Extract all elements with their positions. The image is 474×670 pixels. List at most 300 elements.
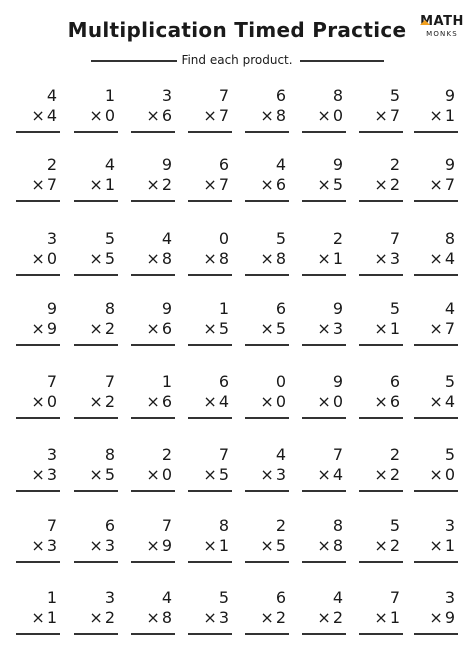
multiplier: 4: [46, 106, 57, 125]
multiplier: 2: [332, 608, 343, 627]
answer-line: [414, 490, 458, 492]
problem: [74, 155, 118, 202]
multiplicand: 2: [389, 155, 400, 174]
problem: [414, 229, 458, 276]
multiplicand: 9: [444, 86, 455, 105]
multiplier: 9: [46, 319, 57, 338]
answer-line: [414, 633, 458, 635]
times-sign: ×: [31, 392, 45, 411]
multiplicand: 7: [46, 372, 57, 391]
answer-line: [74, 490, 118, 492]
multiplicand: 1: [46, 588, 57, 607]
multiplier-row: [188, 465, 232, 485]
multiplier-row: [74, 608, 118, 628]
multiplier: 2: [104, 608, 115, 627]
problem: [74, 372, 118, 419]
times-sign: ×: [31, 465, 45, 484]
multiplicand: 3: [444, 516, 455, 535]
multiplicand: 4: [161, 588, 172, 607]
problem: [16, 516, 60, 563]
multiplier-row: [245, 106, 289, 126]
multiplier-row: [414, 392, 458, 412]
answer-line: [359, 633, 403, 635]
multiplier: 2: [389, 175, 400, 194]
multiplier: 1: [389, 319, 400, 338]
times-sign: ×: [203, 319, 217, 338]
answer-line: [131, 633, 175, 635]
times-sign: ×: [146, 392, 160, 411]
multiplicand: 3: [46, 445, 57, 464]
problem: [188, 516, 232, 563]
problem: [16, 299, 60, 346]
answer-line: [74, 200, 118, 202]
times-sign: ×: [31, 608, 45, 627]
problem: [245, 86, 289, 133]
multiplicand: 1: [218, 299, 229, 318]
multiplier: 2: [104, 392, 115, 411]
multiplier: 5: [104, 465, 115, 484]
multiplier-row: [131, 608, 175, 628]
multiplier: 0: [104, 106, 115, 125]
problem: [302, 588, 346, 635]
times-sign: ×: [317, 106, 331, 125]
answer-line: [74, 417, 118, 419]
multiplicand: 8: [332, 516, 343, 535]
multiplier: 1: [332, 249, 343, 268]
answer-line: [74, 274, 118, 276]
problem: [245, 588, 289, 635]
multiplier: 7: [389, 106, 400, 125]
times-sign: ×: [374, 608, 388, 627]
multiplier-row: [302, 536, 346, 556]
problem: [245, 299, 289, 346]
multiplier: 2: [389, 536, 400, 555]
multiplier: 8: [161, 249, 172, 268]
answer-line: [414, 200, 458, 202]
multiplier: 2: [275, 608, 286, 627]
times-sign: ×: [260, 106, 274, 125]
multiplicand: 7: [332, 445, 343, 464]
answer-line: [359, 417, 403, 419]
multiplicand: 4: [444, 299, 455, 318]
answer-line: [131, 274, 175, 276]
answer-line: [16, 490, 60, 492]
multiplier-row: [414, 319, 458, 339]
answer-line: [359, 200, 403, 202]
problem: [74, 299, 118, 346]
answer-line: [359, 344, 403, 346]
multiplicand: 7: [218, 86, 229, 105]
times-sign: ×: [429, 175, 443, 194]
times-sign: ×: [260, 608, 274, 627]
multiplier-row: [188, 608, 232, 628]
times-sign: ×: [146, 175, 160, 194]
multiplier-row: [16, 608, 60, 628]
multiplier-row: [414, 465, 458, 485]
answer-line: [131, 131, 175, 133]
problem: [131, 516, 175, 563]
answer-line: [16, 344, 60, 346]
multiplier-row: [359, 319, 403, 339]
multiplier-row: [359, 536, 403, 556]
answer-line: [16, 200, 60, 202]
answer-line: [131, 561, 175, 563]
answer-line: [414, 417, 458, 419]
times-sign: ×: [31, 536, 45, 555]
answer-line: [302, 633, 346, 635]
multiplier-row: [414, 249, 458, 269]
multiplier-row: [131, 392, 175, 412]
multiplier-row: [74, 106, 118, 126]
answer-line: [188, 274, 232, 276]
multiplier: 3: [218, 608, 229, 627]
multiplier: 7: [218, 106, 229, 125]
multiplicand: 5: [104, 229, 115, 248]
answer-line: [245, 200, 289, 202]
problem: [16, 229, 60, 276]
times-sign: ×: [146, 536, 160, 555]
answer-line: [16, 274, 60, 276]
multiplier-row: [131, 106, 175, 126]
multiplicand: 0: [275, 372, 286, 391]
multiplier-row: [245, 392, 289, 412]
problem: [359, 299, 403, 346]
problem: [188, 588, 232, 635]
multiplier-row: [131, 536, 175, 556]
problem: [188, 299, 232, 346]
times-sign: ×: [374, 319, 388, 338]
times-sign: ×: [31, 249, 45, 268]
answer-line: [16, 561, 60, 563]
times-sign: ×: [89, 392, 103, 411]
times-sign: ×: [260, 465, 274, 484]
answer-line: [245, 417, 289, 419]
multiplier-row: [74, 465, 118, 485]
times-sign: ×: [429, 249, 443, 268]
multiplicand: 9: [444, 155, 455, 174]
multiplier-row: [245, 608, 289, 628]
multiplier: 0: [332, 106, 343, 125]
answer-line: [16, 417, 60, 419]
multiplier: 0: [46, 249, 57, 268]
multiplier: 5: [275, 536, 286, 555]
times-sign: ×: [260, 319, 274, 338]
answer-line: [414, 131, 458, 133]
problem: [414, 588, 458, 635]
problem: [359, 516, 403, 563]
multiplier: 6: [161, 392, 172, 411]
instructions: Find each product.: [181, 53, 293, 67]
problem: [359, 155, 403, 202]
problem: [302, 86, 346, 133]
answer-line: [302, 131, 346, 133]
multiplier-row: [245, 319, 289, 339]
problem: [245, 229, 289, 276]
multiplicand: 4: [46, 86, 57, 105]
answer-line: [131, 200, 175, 202]
multiplier: 3: [46, 465, 57, 484]
multiplicand: 1: [104, 86, 115, 105]
answer-line: [188, 344, 232, 346]
answer-line: [245, 274, 289, 276]
multiplicand: 9: [46, 299, 57, 318]
problem: [302, 155, 346, 202]
multiplicand: 7: [104, 372, 115, 391]
times-sign: ×: [31, 319, 45, 338]
times-sign: ×: [146, 249, 160, 268]
page-title: Multiplication Timed Practice: [67, 18, 407, 42]
answer-line: [74, 131, 118, 133]
subtitle-row: [0, 52, 474, 68]
times-sign: ×: [429, 608, 443, 627]
multiplicand: 7: [46, 516, 57, 535]
problem: [245, 372, 289, 419]
times-sign: ×: [260, 392, 274, 411]
times-sign: ×: [429, 536, 443, 555]
multiplicand: 0: [218, 229, 229, 248]
multiplicand: 5: [389, 516, 400, 535]
problem: [302, 516, 346, 563]
multiplier: 2: [104, 319, 115, 338]
multiplier-row: [131, 465, 175, 485]
multiplicand: 4: [275, 445, 286, 464]
times-sign: ×: [317, 608, 331, 627]
multiplier: 0: [46, 392, 57, 411]
times-sign: ×: [429, 392, 443, 411]
multiplier-row: [188, 249, 232, 269]
multiplier-row: [131, 319, 175, 339]
answer-line: [188, 417, 232, 419]
multiplier: 0: [275, 392, 286, 411]
multiplier-row: [74, 319, 118, 339]
multiplicand: 3: [46, 229, 57, 248]
answer-line: [359, 274, 403, 276]
multiplier-row: [302, 319, 346, 339]
multiplicand: 6: [104, 516, 115, 535]
problem: [74, 86, 118, 133]
multiplier: 0: [161, 465, 172, 484]
times-sign: ×: [89, 175, 103, 194]
divider-right: [300, 60, 384, 62]
times-sign: ×: [203, 465, 217, 484]
multiplier: 7: [218, 175, 229, 194]
times-sign: ×: [89, 608, 103, 627]
multiplier-row: [131, 175, 175, 195]
multiplier: 8: [161, 608, 172, 627]
multiplier-row: [245, 175, 289, 195]
times-sign: ×: [374, 465, 388, 484]
multiplier-row: [359, 249, 403, 269]
problem: [16, 588, 60, 635]
times-sign: ×: [203, 249, 217, 268]
multiplier-row: [302, 249, 346, 269]
multiplier-row: [359, 106, 403, 126]
answer-line: [188, 561, 232, 563]
problem: [302, 372, 346, 419]
multiplier: 1: [46, 608, 57, 627]
multiplier: 0: [444, 465, 455, 484]
multiplier-row: [359, 175, 403, 195]
multiplicand: 6: [389, 372, 400, 391]
times-sign: ×: [374, 249, 388, 268]
multiplier-row: [414, 106, 458, 126]
answer-line: [302, 200, 346, 202]
problem: [359, 229, 403, 276]
multiplier: 3: [104, 536, 115, 555]
times-sign: ×: [260, 536, 274, 555]
multiplier: 5: [104, 249, 115, 268]
problem: [414, 299, 458, 346]
problem: [131, 299, 175, 346]
multiplier-row: [74, 175, 118, 195]
times-sign: ×: [146, 106, 160, 125]
multiplier: 7: [444, 175, 455, 194]
multiplier: 4: [444, 249, 455, 268]
multiplier-row: [16, 106, 60, 126]
problem: [74, 516, 118, 563]
multiplicand: 7: [218, 445, 229, 464]
multiplier-row: [16, 392, 60, 412]
answer-line: [245, 344, 289, 346]
times-sign: ×: [89, 465, 103, 484]
answer-line: [131, 344, 175, 346]
multiplicand: 3: [444, 588, 455, 607]
problem: [302, 229, 346, 276]
multiplier: 8: [275, 249, 286, 268]
times-sign: ×: [203, 175, 217, 194]
problem: [414, 372, 458, 419]
answer-line: [302, 274, 346, 276]
multiplicand: 7: [389, 229, 400, 248]
times-sign: ×: [89, 106, 103, 125]
problem: [359, 86, 403, 133]
times-sign: ×: [429, 319, 443, 338]
multiplier-row: [16, 319, 60, 339]
problem: [188, 155, 232, 202]
multiplier-row: [302, 608, 346, 628]
multiplicand: 3: [104, 588, 115, 607]
problem: [188, 229, 232, 276]
times-sign: ×: [31, 175, 45, 194]
multiplier-row: [16, 465, 60, 485]
multiplier: 6: [161, 319, 172, 338]
multiplicand: 6: [275, 86, 286, 105]
problem: [16, 372, 60, 419]
multiplicand: 3: [161, 86, 172, 105]
multiplier-row: [359, 608, 403, 628]
multiplier-row: [302, 465, 346, 485]
multiplier: 2: [389, 465, 400, 484]
multiplier-row: [131, 249, 175, 269]
multiplier-row: [188, 536, 232, 556]
multiplicand: 4: [104, 155, 115, 174]
multiplier: 5: [218, 465, 229, 484]
answer-line: [302, 490, 346, 492]
times-sign: ×: [146, 319, 160, 338]
multiplier: 9: [444, 608, 455, 627]
multiplicand: 5: [218, 588, 229, 607]
multiplicand: 7: [161, 516, 172, 535]
logo: [417, 14, 467, 38]
problem: [414, 516, 458, 563]
answer-line: [16, 633, 60, 635]
multiplier-row: [188, 175, 232, 195]
answer-line: [414, 344, 458, 346]
answer-line: [359, 561, 403, 563]
problem: [16, 86, 60, 133]
multiplier-row: [74, 249, 118, 269]
multiplicand: 6: [275, 588, 286, 607]
multiplier-row: [16, 249, 60, 269]
multiplicand: 4: [332, 588, 343, 607]
multiplicand: 2: [46, 155, 57, 174]
answer-line: [359, 131, 403, 133]
multiplicand: 5: [389, 299, 400, 318]
problem: [131, 155, 175, 202]
problem: [245, 155, 289, 202]
answer-line: [131, 490, 175, 492]
times-sign: ×: [31, 106, 45, 125]
multiplier-row: [245, 465, 289, 485]
multiplicand: 7: [389, 588, 400, 607]
multiplier: 1: [104, 175, 115, 194]
multiplier: 5: [332, 175, 343, 194]
problem: [131, 588, 175, 635]
problem: [188, 372, 232, 419]
multiplier: 1: [444, 106, 455, 125]
multiplier: 4: [332, 465, 343, 484]
answer-line: [359, 490, 403, 492]
times-sign: ×: [317, 465, 331, 484]
multiplier-row: [245, 536, 289, 556]
answer-line: [131, 417, 175, 419]
multiplicand: 5: [444, 445, 455, 464]
multiplicand: 4: [275, 155, 286, 174]
multiplicand: 6: [218, 372, 229, 391]
multiplicand: 5: [389, 86, 400, 105]
problem: [245, 516, 289, 563]
multiplier-row: [414, 536, 458, 556]
times-sign: ×: [260, 175, 274, 194]
problem: [414, 86, 458, 133]
times-sign: ×: [317, 392, 331, 411]
multiplier-row: [414, 608, 458, 628]
times-sign: ×: [89, 319, 103, 338]
problem: [16, 445, 60, 492]
times-sign: ×: [89, 249, 103, 268]
multiplicand: 9: [332, 299, 343, 318]
multiplicand: 1: [161, 372, 172, 391]
answer-line: [302, 344, 346, 346]
multiplier: 1: [389, 608, 400, 627]
multiplier-row: [245, 249, 289, 269]
multiplier-row: [16, 536, 60, 556]
times-sign: ×: [203, 536, 217, 555]
times-sign: ×: [374, 175, 388, 194]
times-sign: ×: [429, 465, 443, 484]
problem: [188, 445, 232, 492]
multiplier-row: [359, 392, 403, 412]
times-sign: ×: [146, 608, 160, 627]
problem: [74, 588, 118, 635]
multiplier: 1: [218, 536, 229, 555]
problem: [74, 229, 118, 276]
multiplier-row: [74, 392, 118, 412]
multiplicand: 8: [104, 299, 115, 318]
multiplicand: 8: [218, 516, 229, 535]
problem: [302, 445, 346, 492]
answer-line: [188, 131, 232, 133]
